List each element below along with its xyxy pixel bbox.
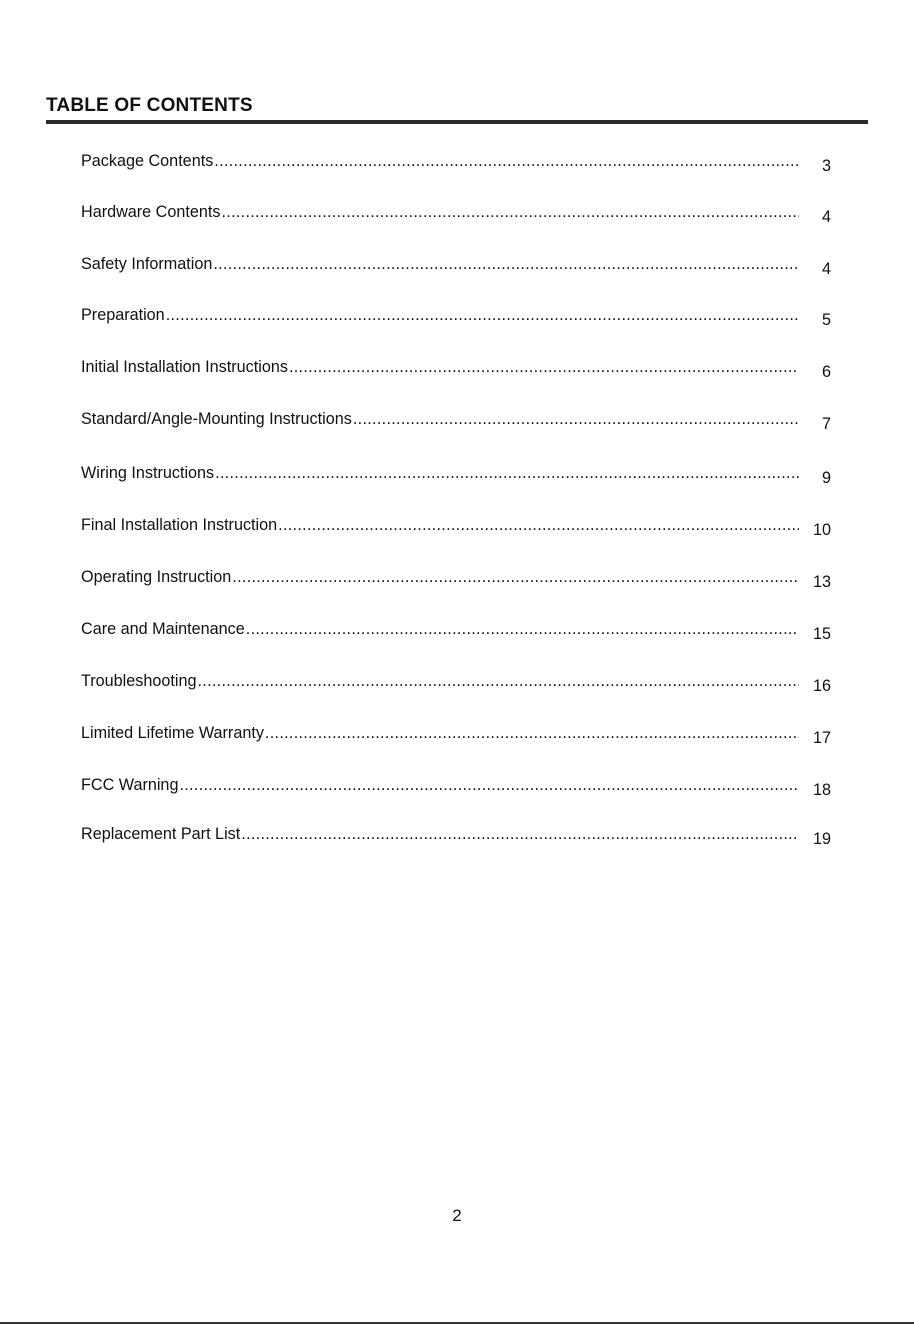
dot-leader <box>265 722 799 744</box>
toc-entry-page: 18 <box>812 781 831 799</box>
toc-entry-replacement-part-list[interactable] <box>81 823 831 848</box>
dot-leader <box>278 514 799 536</box>
toc-entry-page: 9 <box>821 469 831 487</box>
dot-leader <box>215 462 799 484</box>
dot-leader <box>221 201 799 223</box>
toc-entry-troubleshooting[interactable] <box>81 670 831 695</box>
heading-divider <box>46 120 868 124</box>
toc-entry-title: Limited Lifetime Warranty <box>81 724 264 742</box>
dot-leader <box>246 618 799 640</box>
toc-entry-title: Care and Maintenance <box>81 620 245 638</box>
dot-leader <box>353 408 799 430</box>
dot-leader <box>198 670 800 692</box>
toc-entry-wiring-instructions[interactable] <box>81 462 831 487</box>
toc-entry-page: 3 <box>821 157 831 175</box>
dot-leader <box>289 356 799 378</box>
toc-entry-title: Troubleshooting <box>81 672 197 690</box>
toc-entry-page: 5 <box>821 311 831 329</box>
toc-entry-hardware-contents[interactable] <box>81 201 831 226</box>
toc-entry-title: Wiring Instructions <box>81 464 215 482</box>
toc-entry-page: 13 <box>812 573 831 591</box>
toc-entry-page: 10 <box>812 521 831 539</box>
toc-entry-page: 6 <box>821 363 831 381</box>
toc-entry-care-maintenance[interactable] <box>81 618 831 643</box>
toc-entry-initial-installation[interactable] <box>81 356 831 381</box>
toc-entry-title: Initial Installation Instructions <box>81 358 288 376</box>
toc-entry-page: 16 <box>812 677 831 695</box>
dot-leader <box>232 566 799 588</box>
toc-entry-page: 17 <box>812 729 831 747</box>
toc-entry-title: Hardware Contents <box>81 203 221 221</box>
toc-entry-operating-instruction[interactable] <box>81 566 831 591</box>
toc-entry-limited-lifetime-warranty[interactable] <box>81 722 831 747</box>
toc-entry-title: Operating Instruction <box>81 568 232 586</box>
dot-leader <box>241 823 799 845</box>
dot-leader <box>166 304 799 326</box>
toc-entry-title: Final Installation Instruction <box>81 516 278 534</box>
toc-entry-page: 15 <box>812 625 831 643</box>
dot-leader <box>213 253 799 275</box>
toc-entry-page: 7 <box>821 415 831 433</box>
toc-entry-title: Preparation <box>81 306 165 324</box>
toc-entry-title: Replacement Part List <box>81 825 241 843</box>
toc-entry-page: 19 <box>812 830 831 848</box>
toc-entry-standard-angle-mounting[interactable] <box>81 408 831 433</box>
toc-entry-preparation[interactable] <box>81 304 831 329</box>
dot-leader <box>179 774 799 796</box>
toc-entry-page: 4 <box>821 260 831 278</box>
toc-entry-fcc-warning[interactable] <box>81 774 831 799</box>
toc-entry-final-installation[interactable] <box>81 514 831 539</box>
page-number: 2 <box>452 1206 462 1225</box>
toc-entry-page: 4 <box>821 208 831 226</box>
toc-entry-title: Safety Information <box>81 255 213 273</box>
dot-leader <box>214 150 799 172</box>
toc-entry-title: Package Contents <box>81 152 214 170</box>
toc-entry-safety-information[interactable] <box>81 253 831 278</box>
toc-entry-title: Standard/Angle-Mounting Instructions <box>81 410 352 428</box>
toc-entry-package-contents[interactable] <box>81 150 831 175</box>
toc-heading: TABLE OF CONTENTS <box>46 95 253 116</box>
toc-entry-title: FCC Warning <box>81 776 179 794</box>
